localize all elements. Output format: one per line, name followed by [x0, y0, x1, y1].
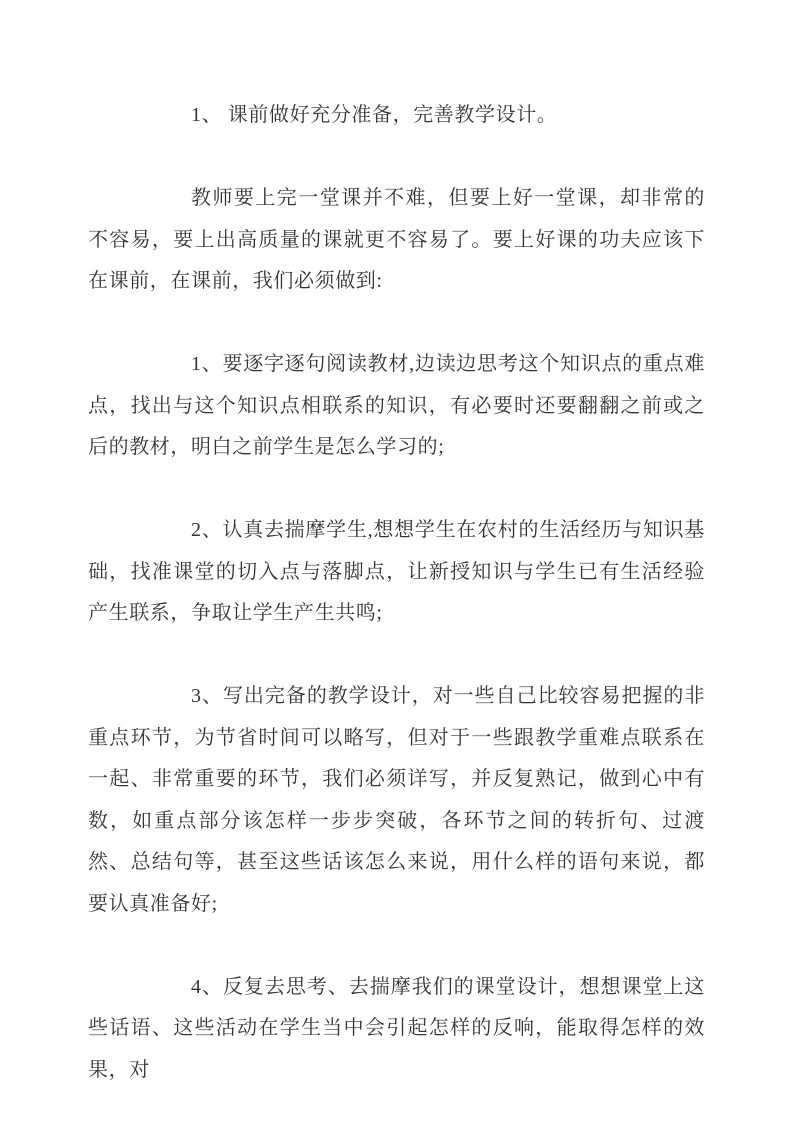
paragraph-intro: 教师要上完一堂课并不难，但要上好一堂课，却非常的不容易，要上出高质量的课就更不容易了。要上好课的功夫应该下在课前，在课前，我们必须做到: — [88, 187, 705, 292]
paragraph-heading-point-1: 1、 课前做好充分准备，完善教学设计。 — [191, 104, 558, 126]
paragraph-item-1: 1、要逐字逐句阅读教材,边读边思考这个知识点的重点难点，找出与这个知识点相联系的知识，有必要时还要翻翻之前或之后的教材，明白之前学生是怎么学习的; — [88, 353, 705, 458]
paragraph-item-3: 3、写出完备的教学设计，对一些自己比较容易把握的非重点环节，为节省时间可以略写，但对于一些跟教学重难点联系在一起、非常重要的环节，我们必须详写，并反复熟记，做到心中有数，如重点部分该怎样一步步突破，各环节之间的转折句、过渡然、总结句等，甚至这些话该怎么来说，用什么样的语句来说，都要认真准备好; — [88, 685, 705, 915]
paragraph-item-2: 2、认真去揣摩学生,想想学生在农村的生活经历与知识基础，找准课堂的切入点与落脚点，让新授知识与学生已有生活经验产生联系，争取让学生产生共鸣; — [88, 519, 705, 624]
paragraph-item-4-truncated: 4、反复去思考、去揣摩我们的课堂设计，想想课堂上这些话语、这些活动在学生当中会引起怎样的反响，能取得怎样的效果，对 — [88, 975, 705, 1081]
